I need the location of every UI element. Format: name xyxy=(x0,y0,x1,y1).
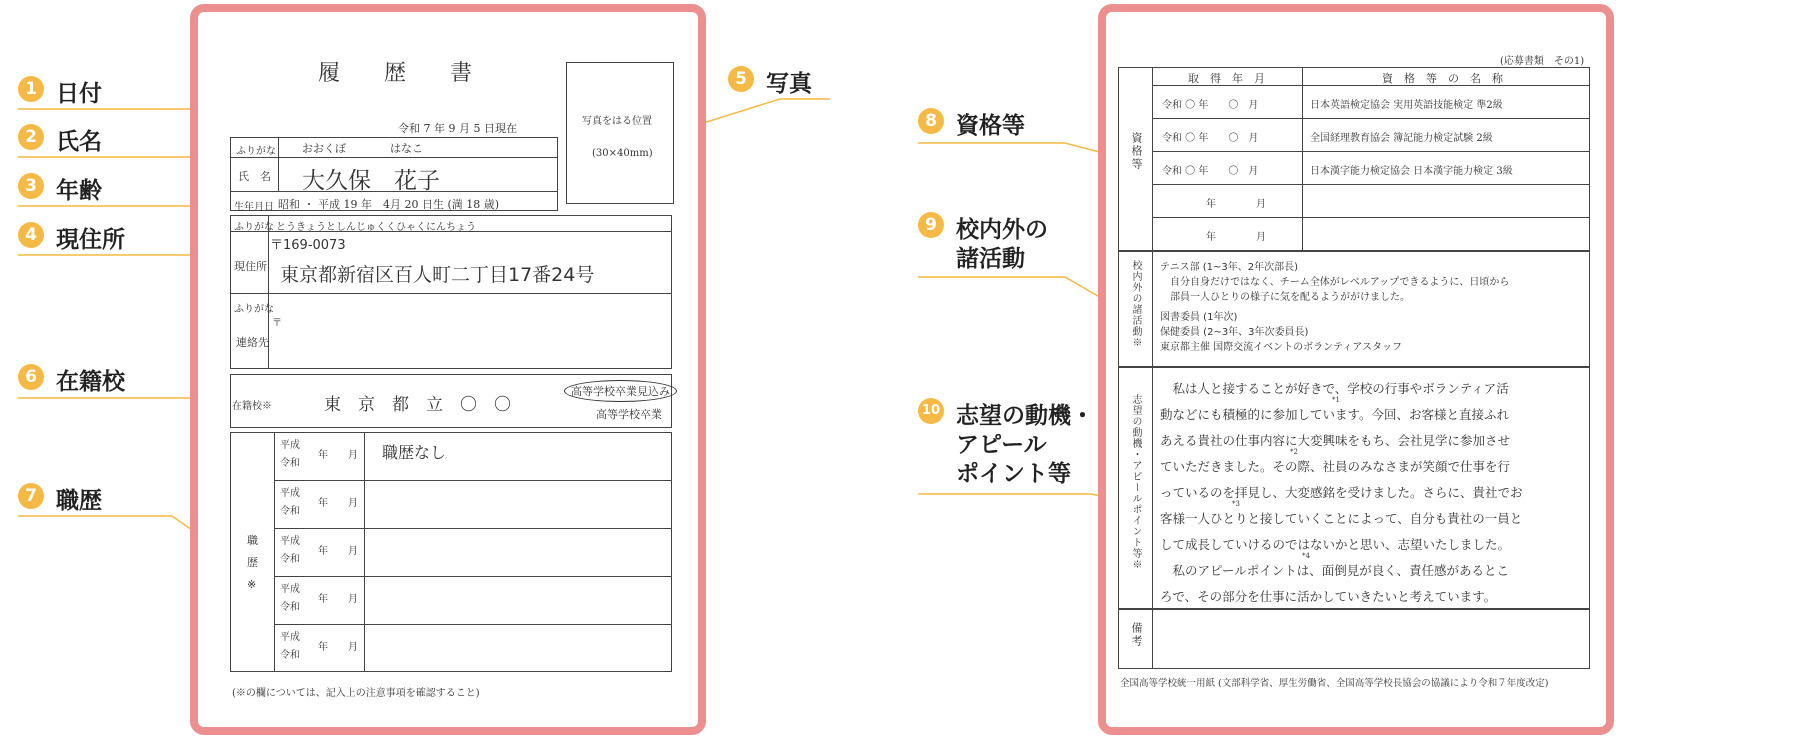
career-era-3b: 令和 xyxy=(280,554,300,565)
callout-line-motive xyxy=(918,494,1127,500)
activity-4: 図書委員 (1年次) xyxy=(1160,312,1238,323)
activity-6: 東京都主催 国際交流イベントのボランティアスタッフ xyxy=(1160,342,1402,353)
school-label: 在籍校※ xyxy=(232,401,272,412)
addr-furigana: とうきょうとしんじゅくくひゃくにんちょう xyxy=(276,222,476,233)
address: 東京都新宿区百人町二丁目17番24号 xyxy=(280,264,595,286)
addr-furigana-label: ふりがな xyxy=(234,222,274,233)
callout-label-motive-2: アピール xyxy=(956,432,1047,458)
callout-label-motive-3: ポイント等 xyxy=(956,461,1071,487)
career-era-4b: 令和 xyxy=(280,602,300,613)
activity-3: 部員一人ひとりの様子に気を配るようががけました。 xyxy=(1160,292,1410,303)
career-era-1: 平成 xyxy=(280,440,300,451)
doc-type: (応募書類 その1) xyxy=(1500,56,1585,67)
callout-label-address: 現住所 xyxy=(56,227,125,253)
career-ym-2: 年 月 xyxy=(318,498,358,509)
callout-label-qualifications: 資格等 xyxy=(956,113,1025,139)
motive-line-9: ろで、その部分を仕事に活かしていきたいと考えています。 xyxy=(1160,589,1497,604)
activity-2: 自分自身だけではなく、チーム全体がレベルアップできるように、日頃から xyxy=(1160,277,1510,288)
callout-number-8: 8 xyxy=(918,108,944,134)
qual-date-1: 令和 〇 年 〇 月 xyxy=(1162,100,1259,111)
career-ym-4: 年 月 xyxy=(318,594,358,605)
birth-date: 昭和 ・ 平成 19 年 4月 20 日生 (満 18 歳) xyxy=(278,198,500,211)
career-era-3: 平成 xyxy=(280,536,300,547)
motive-line-5: っているのを拝見し、大変感銘を受けました。さらに、貴社でお xyxy=(1160,485,1523,500)
school-name: 東 京 都 立 〇 〇 xyxy=(324,395,511,415)
callout-label-activities-2: 諸活動 xyxy=(956,246,1025,272)
motive-line-3: あえる貴社の仕事内容に大変興味をもち、会社見学に参加させ xyxy=(1160,433,1511,448)
motive-line-7: して成長していけるのではないかと思い、志望いたしました。 xyxy=(1160,537,1511,552)
career-ym-1: 年 月 xyxy=(318,450,358,461)
applicant-name: 大久保 花子 xyxy=(302,168,440,194)
callout-number-4: 4 xyxy=(18,222,44,248)
contact-postal: 〒 xyxy=(272,318,282,329)
callout-label-activities-1: 校内外の xyxy=(956,217,1048,243)
motive-section-label: 志望の動機・アピールポイント等※ xyxy=(1130,394,1141,570)
callout-number-5: 5 xyxy=(728,66,754,92)
resume-form-page-1 xyxy=(190,4,706,735)
form2-footer: 全国高等学校統一用紙 (文部科学省、厚生労働省、全国高等学校長協会の協議により令和７年度改定) xyxy=(1120,678,1549,689)
callout-number-2: 2 xyxy=(18,124,44,150)
activity-5: 保健委員 (2~3年、3年次委員長) xyxy=(1160,327,1309,338)
activity-1: テニス部 (1~3年、2年次部長) xyxy=(1160,262,1299,273)
furigana-label: ふりがな xyxy=(236,146,276,157)
career-era-2: 平成 xyxy=(280,488,300,499)
callout-label-date: 日付 xyxy=(56,81,102,107)
qual-section-label: 資格等 xyxy=(1130,132,1143,171)
career-era-2b: 令和 xyxy=(280,506,300,517)
contact-furigana-label: ふりがな xyxy=(234,304,274,315)
school-status-circled: 高等学校卒業見込み xyxy=(564,380,677,402)
mark-4: *4 xyxy=(1302,552,1310,560)
resume-form-page-2 xyxy=(1098,4,1614,735)
form-title: 履 歴 書 xyxy=(318,61,473,86)
qual-date-4: 年 月 xyxy=(1206,199,1266,210)
motive-line-1: 私は人と接することが好きで、学校の行事やボランティア活 xyxy=(1160,381,1509,396)
birth-label: 生年月日 xyxy=(234,202,274,213)
col-name-header: 資 格 等 の 名 称 xyxy=(1382,72,1503,85)
qualifications-table xyxy=(1118,67,1590,251)
callout-number-7: 7 xyxy=(18,483,44,509)
callout-label-career: 職歴 xyxy=(56,488,102,514)
qual-date-3: 令和 〇 年 〇 月 xyxy=(1162,166,1259,177)
address-label: 現住所 xyxy=(234,260,267,273)
school-status: 高等学校卒業 xyxy=(596,408,662,421)
contact-label: 連絡先 xyxy=(236,336,269,349)
motive-line-4: ていただきました。その際、社員のみなさまが笑顔で仕事を行 xyxy=(1160,459,1511,474)
name-label: 氏 名 xyxy=(238,170,271,183)
qual-name-2: 全国経理教育協会 簿記能力検定試験 2級 xyxy=(1310,133,1493,144)
postal-code: 〒169-0073 xyxy=(270,238,346,253)
callout-label-school: 在籍校 xyxy=(56,369,125,395)
mark-1: *1 xyxy=(1332,396,1340,404)
career-era-4: 平成 xyxy=(280,584,300,595)
qual-date-5: 年 月 xyxy=(1206,232,1266,243)
motive-line-8: 私のアピールポイントは、面倒見が良く、責任感があるとこ xyxy=(1160,563,1510,578)
callout-number-9: 9 xyxy=(918,212,944,238)
qual-date-2: 令和 〇 年 〇 月 xyxy=(1162,133,1259,144)
callout-label-name: 氏名 xyxy=(56,129,102,155)
photo-size: (30×40mm) xyxy=(592,148,653,159)
remarks-block xyxy=(1118,609,1590,669)
career-era-5b: 令和 xyxy=(280,650,300,661)
photo-label: 写真をはる位置 xyxy=(582,116,652,127)
callout-label-photo: 写真 xyxy=(766,71,812,97)
callout-number-10: 10 xyxy=(918,398,944,424)
career-label: 職 歴 ※ xyxy=(247,534,258,591)
callout-line-qualifications xyxy=(918,143,1122,158)
furigana-name: おおくぼ はなこ xyxy=(302,142,423,155)
motive-line-2: 動などにも積極的に参加しています。今回、お客様と直接ふれ xyxy=(1160,407,1510,422)
mark-2: *2 xyxy=(1290,448,1298,456)
callout-label-motive-1: 志望の動機・ xyxy=(956,403,1094,429)
activities-section-label: 校内外の諸活動※ xyxy=(1130,260,1141,348)
remarks-label: 備考 xyxy=(1130,622,1143,648)
career-era-1b: 令和 xyxy=(280,458,300,469)
qual-name-3: 日本漢字能力検定協会 日本漢字能力検定 3級 xyxy=(1310,166,1513,177)
motive-line-6: 客様一人ひとりと接していくことによって、自分も貴社の一員と xyxy=(1160,511,1523,526)
career-era-5: 平成 xyxy=(280,632,300,643)
photo-box xyxy=(566,62,674,204)
callout-number-6: 6 xyxy=(18,364,44,390)
callout-line-activities xyxy=(918,277,1122,310)
career-ym-3: 年 月 xyxy=(318,546,358,557)
callout-number-1: 1 xyxy=(18,76,44,102)
callout-number-3: 3 xyxy=(18,173,44,199)
qual-name-1: 日本英語検定協会 実用英語技能検定 準2級 xyxy=(1310,100,1503,111)
career-entry: 職歴なし xyxy=(382,443,447,462)
mark-3: *3 xyxy=(1232,500,1240,508)
callout-label-age: 年齢 xyxy=(56,178,102,204)
col-date-header: 取 得 年 月 xyxy=(1188,72,1265,85)
form1-footnote: (※の欄については、記入上の注意事項を確認すること) xyxy=(232,688,480,699)
career-ym-5: 年 月 xyxy=(318,642,358,653)
date-field: 令和 7 年 9 月 5 日現在 xyxy=(398,122,517,135)
